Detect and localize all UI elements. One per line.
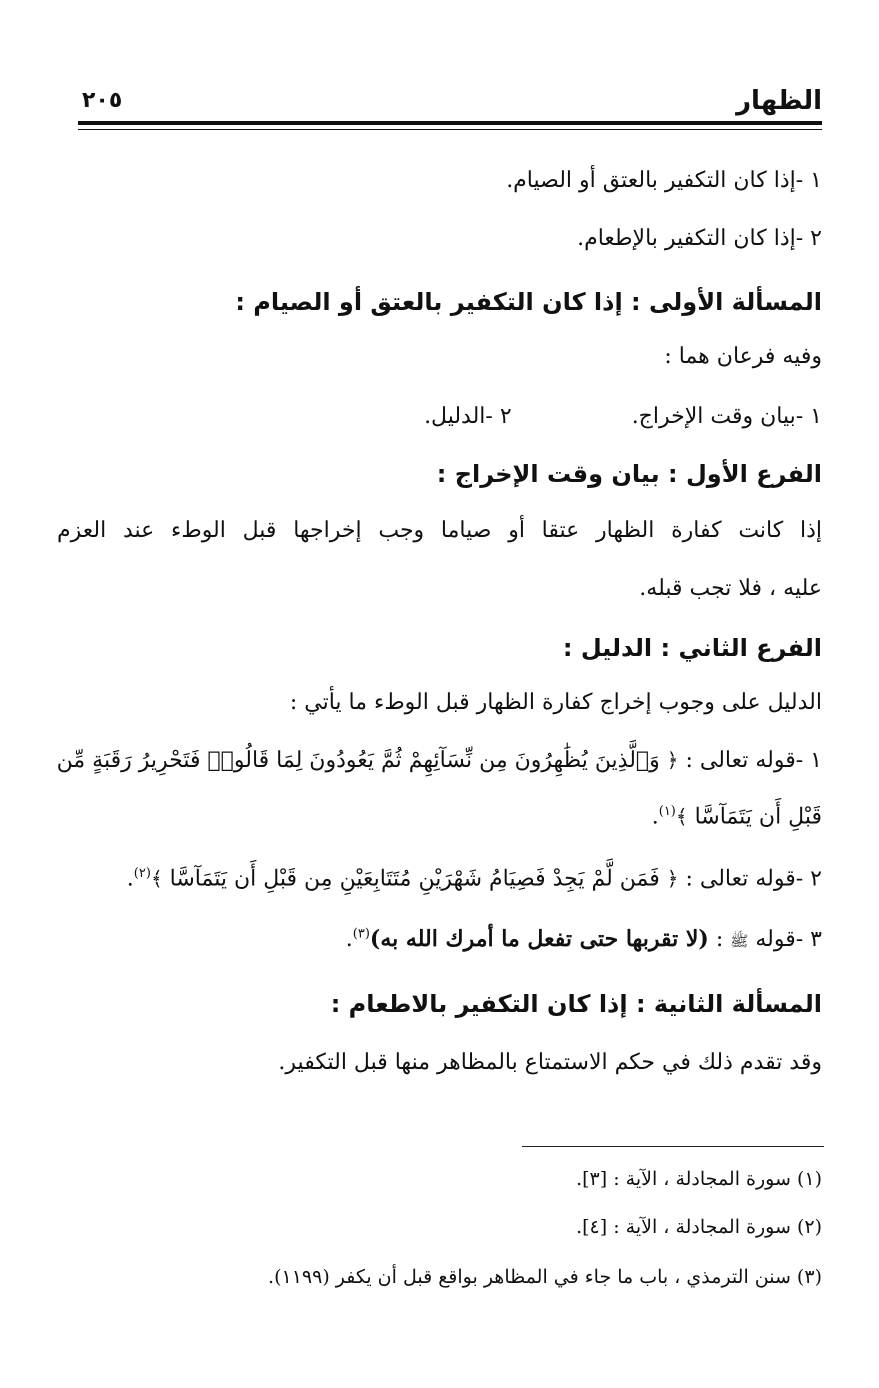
hadith-text: (لا تقربها حتى تفعل ما أمرك الله به) (369, 926, 709, 952)
footnote-3: (٣) سنن الترمذي ، باب ما جاء في المظاهر بواقع قبل أن يكفر (١١٩٩). (268, 1266, 822, 1288)
pbuh-glyph: ﷺ (730, 932, 749, 950)
evidence-2-prefix: ٢ -قوله تعالى : (685, 866, 822, 892)
quran-verse-1: وَٱلَّذِينَ يُظَٰهِرُونَ مِن نِّسَآئِهِمْ ثُمَّ يَعُودُونَ لِمَا قَالُوا۟ فَتَحْرِيرُ رَقَبَةٍ مِّن (56, 748, 660, 773)
paragraph-line-2: عليه ، فلا تجب قبله. (639, 576, 822, 601)
quran-verse-1-cont: قَبْلِ أَن يَتَمَآسَّا (694, 804, 822, 830)
paragraph-line-1: إذا كانت كفارة الظهار عتقا أو صياما وجب إخراجها قبل الوطء عند العزم (57, 518, 822, 543)
page-header (78, 86, 822, 120)
footnote-ref-2: (٢) (133, 866, 151, 881)
list-item-2: ٢ -إذا كان التكفير بالإطعام. (577, 226, 822, 251)
branch-2: ٢ -الدليل. (424, 404, 512, 429)
quran-open-bracket-2: ﴿ (666, 866, 679, 891)
quran-close-bracket: ﴾ (675, 804, 688, 829)
quran-close-bracket-2: ﴾ (150, 866, 163, 891)
header-rule-thick (78, 121, 822, 125)
footnote-ref-3: (٣) (352, 926, 370, 942)
footnote-1: (١) سورة المجادلة ، الآية : [٣]. (576, 1168, 822, 1190)
evidence-intro: الدليل على وجوب إخراج كفارة الظهار قبل الوطء ما يأتي : (289, 690, 822, 715)
heading-second-issue: المسألة الثانية : إذا كان التكفير بالاطعام : (330, 990, 822, 1018)
evidence-2: ٢ -قوله تعالى : ﴿ فَمَن لَّمْ يَجِدْ فَصِيَامُ شَهْرَيْنِ مُتَتَابِعَيْنِ مِن قَبْلِ أَن يَتَمَآسَّا ﴾$^{(٢)}$. (126, 866, 822, 892)
evidence-3: ٣ -قوله ﷺ : (لا تقربها حتى تفعل ما أمرك الله به)$^{(٣)}$. (345, 926, 822, 952)
quran-open-bracket: ﴿ (666, 748, 679, 772)
evidence-1-cont: قَبْلِ أَن يَتَمَآسَّا ﴾$^{(١)}$. (651, 804, 822, 830)
footnote-ref-1: (١) (658, 804, 676, 819)
footnote-2: (٢) سورة المجادلة ، الآية : [٤]. (576, 1216, 822, 1238)
heading-first-issue: المسألة الأولى : إذا كان التكفير بالعتق أو الصيام : (235, 288, 822, 316)
header-rule-thin (78, 129, 822, 130)
footnote-separator (522, 1146, 824, 1147)
branches-intro: وفيه فرعان هما : (664, 344, 822, 369)
evidence-3-prefix: ٣ -قوله (755, 927, 822, 952)
heading-first-branch: الفرع الأول : بيان وقت الإخراج : (436, 460, 822, 488)
closing-line: وقد تقدم ذلك في حكم الاستمتاع بالمظاهر منها قبل التكفير. (278, 1050, 822, 1075)
page-number: ٢٠٥ (82, 88, 123, 113)
heading-second-branch: الفرع الثاني : الدليل : (562, 634, 822, 662)
evidence-1 (57, 748, 822, 774)
quran-verse-2: فَمَن لَّمْ يَجِدْ فَصِيَامُ شَهْرَيْنِ مُتَتَابِعَيْنِ مِن قَبْلِ أَن يَتَمَآسَّا (169, 866, 660, 892)
list-item-1: ١ -إذا كان التكفير بالعتق أو الصيام. (506, 168, 822, 193)
branches-list (424, 404, 822, 430)
branch-1: ١ -بيان وقت الإخراج. (631, 404, 822, 429)
running-title: الظهار (736, 86, 822, 116)
evidence-1-prefix: ١ -قوله تعالى : (685, 748, 822, 773)
